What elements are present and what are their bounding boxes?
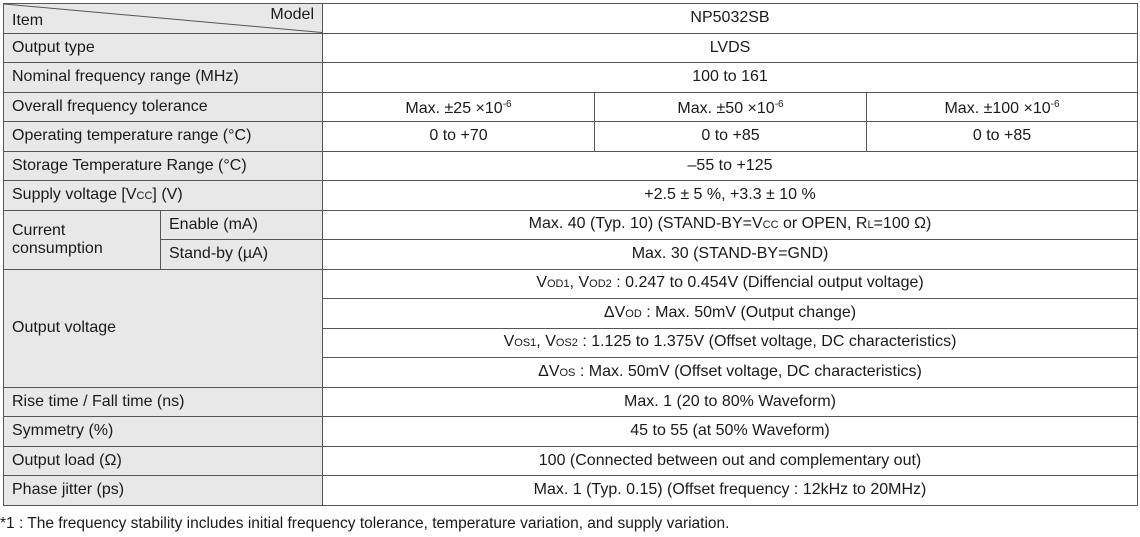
row-label: Nominal frequency range (MHz) [4,63,323,93]
header-cell [4,4,323,34]
table-row [4,387,1138,417]
table-row [4,240,1138,270]
row-label: Output load (Ω) [4,446,323,476]
model-label: Model [270,6,314,23]
row-value: 100 to 161 [323,63,1138,93]
model-name: NP5032SB [323,4,1138,34]
table-row [4,417,1138,447]
row-value: 45 to 55 (at 50% Waveform) [323,417,1138,447]
row-label: Operating temperature range (°C) [4,122,323,152]
table-row [4,446,1138,476]
table-row [4,63,1138,93]
tolerance-value: Max. $\pm 50 \times 10^{-6}$ [595,92,867,122]
row-value: –55 to +125 [323,151,1138,181]
row-value: ΔVOS : Max. 50mV (Offset voltage, DC characteristics) [323,358,1138,388]
item-label: Item [12,11,44,29]
tolerance-value: Max. $\pm 100 \times 10^{-6}$ [867,92,1138,122]
row-value: Max. 30 (STAND-BY=GND) [323,240,1138,270]
sub-label: Enable (mA) [161,210,323,240]
row-label: Phase jitter (ps) [4,476,323,506]
table-row [4,92,1138,122]
table-row [4,122,1138,152]
row-value: LVDS [323,33,1138,63]
row-label: Rise time / Fall time (ns) [4,387,323,417]
row-value: +2.5 ± 5 %, +3.3 ± 10 % [323,181,1138,211]
table-row [4,181,1138,211]
temp-value: 0 to +85 [595,122,867,152]
sub-label: Stand-by (µA) [161,240,323,270]
spec-table [3,3,1138,506]
table-row [4,4,1138,34]
row-label: Storage Temperature Range (°C) [4,151,323,181]
row-value: 100 (Connected between out and complementary out) [323,446,1138,476]
row-value: Max. 1 (20 to 80% Waveform) [323,387,1138,417]
table-row [4,269,1138,299]
row-label: Symmetry (%) [4,417,323,447]
temp-value: 0 to +70 [323,122,595,152]
table-row [4,151,1138,181]
table-row [4,33,1138,63]
footnote: *1 : The frequency stability includes initial frequency tolerance, temperature variation, and supply variation. [0,515,730,532]
temp-value: 0 to +85 [867,122,1138,152]
row-label: Supply voltage [VCC] (V) [4,181,323,211]
row-label: Overall frequency tolerance [4,92,323,122]
row-value: VOS1, VOS2 : 1.125 to 1.375V (Offset voltage, DC characteristics) [323,328,1138,358]
row-label: Output type [4,33,323,63]
row-value: VOD1, VOD2 : 0.247 to 0.454V (Diffencial output voltage) [323,269,1138,299]
row-value: Max. 40 (Typ. 10) (STAND-BY=VCC or OPEN, RL=100 Ω) [323,210,1138,240]
table-row [4,210,1138,240]
row-value: ΔVOD : Max. 50mV (Output change) [323,299,1138,329]
table-row [4,476,1138,506]
row-label: Current consumption [4,210,161,269]
row-label: Output voltage [4,269,323,387]
tolerance-value: Max. $\pm 25 \times 10^{-6}$ [323,92,595,122]
row-value: Max. 1 (Typ. 0.15) (Offset frequency : 12kHz to 20MHz) [323,476,1138,506]
